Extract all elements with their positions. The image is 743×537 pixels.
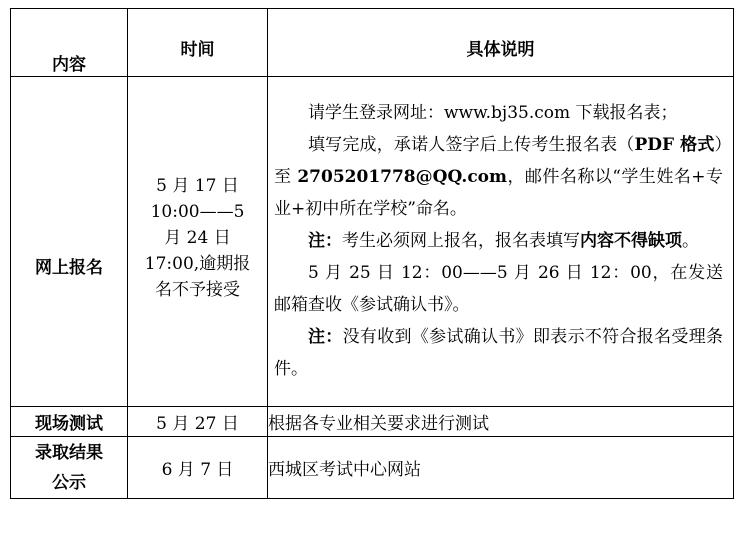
- note-emphasis: 内容不得缺项: [580, 230, 682, 251]
- header-description-label: 具体说明: [466, 40, 535, 60]
- admission-result-description: 西城区考试中心网站: [268, 437, 734, 499]
- admission-result-label: [11, 438, 127, 498]
- registration-description: [268, 95, 733, 389]
- registration-time-line: 10:00——5: [150, 201, 245, 222]
- admission-result-time: 6 月 7 日: [128, 437, 268, 499]
- registration-time-line: 月 24 日: [164, 227, 231, 248]
- admission-result-label-line: 公示: [52, 472, 86, 493]
- row-description-cell: [268, 77, 734, 407]
- registration-time-line: 名不予接受: [155, 279, 240, 300]
- onsite-test-time: 5 月 27 日: [128, 407, 268, 437]
- table-row: [11, 407, 734, 437]
- row-item-cell: [11, 437, 128, 499]
- note-label: 注：: [308, 230, 342, 251]
- header-time-label: 时间: [180, 40, 215, 60]
- onsite-test-description: 根据各专业相关要求进行测试: [268, 407, 734, 437]
- registration-time: [128, 173, 267, 303]
- note-text: 考生必须网上报名，报名表填写: [342, 230, 580, 251]
- online-registration-label: 网上报名: [35, 258, 103, 278]
- pdf-format-text: PDF 格式: [634, 134, 715, 155]
- upload-instruction: [274, 129, 723, 225]
- email-address: 2705201778@QQ.com: [297, 166, 507, 187]
- note-confirmation: [274, 321, 723, 385]
- upload-instruction-text: 填写完成，承诺人签字后上传考生报名表（: [308, 134, 635, 155]
- note-end: 。: [682, 230, 699, 251]
- row-item-cell: [11, 77, 128, 407]
- download-instruction: 请学生登录网址：www.bj35.com 下载报名表；: [308, 102, 678, 123]
- note-label: 注：: [308, 326, 343, 347]
- onsite-test-label: 现场测试: [11, 407, 128, 437]
- table-row: [11, 77, 734, 407]
- table-row: [11, 437, 734, 499]
- registration-time-line: 5 月 17 日: [156, 175, 239, 196]
- upload-instruction-naming: ，邮件名称以“学生姓名+专业+初中所在学校”命名。: [274, 166, 724, 219]
- header-content-label: 内容: [52, 55, 86, 75]
- note-text: 没有收到《参试确认书》即表示不符合报名受理条件。: [274, 326, 723, 379]
- header-description-cell: [268, 9, 734, 77]
- header-time-cell: [128, 9, 268, 77]
- table-header-row: [11, 9, 734, 77]
- header-content-cell: [11, 9, 128, 77]
- note-online-registration: [274, 225, 723, 257]
- upload-instruction-to: ）至: [274, 134, 724, 187]
- admission-result-label-line: 录取结果: [35, 442, 103, 463]
- registration-time-line: 17:00,逾期报: [144, 253, 251, 274]
- row-time-cell: [128, 77, 268, 407]
- confirmation-instruction: 5 月 25 日 12：00——5 月 26 日 12：00，在发送邮箱查收《参试确认书》。: [274, 262, 723, 315]
- registration-schedule-table: [10, 8, 734, 499]
